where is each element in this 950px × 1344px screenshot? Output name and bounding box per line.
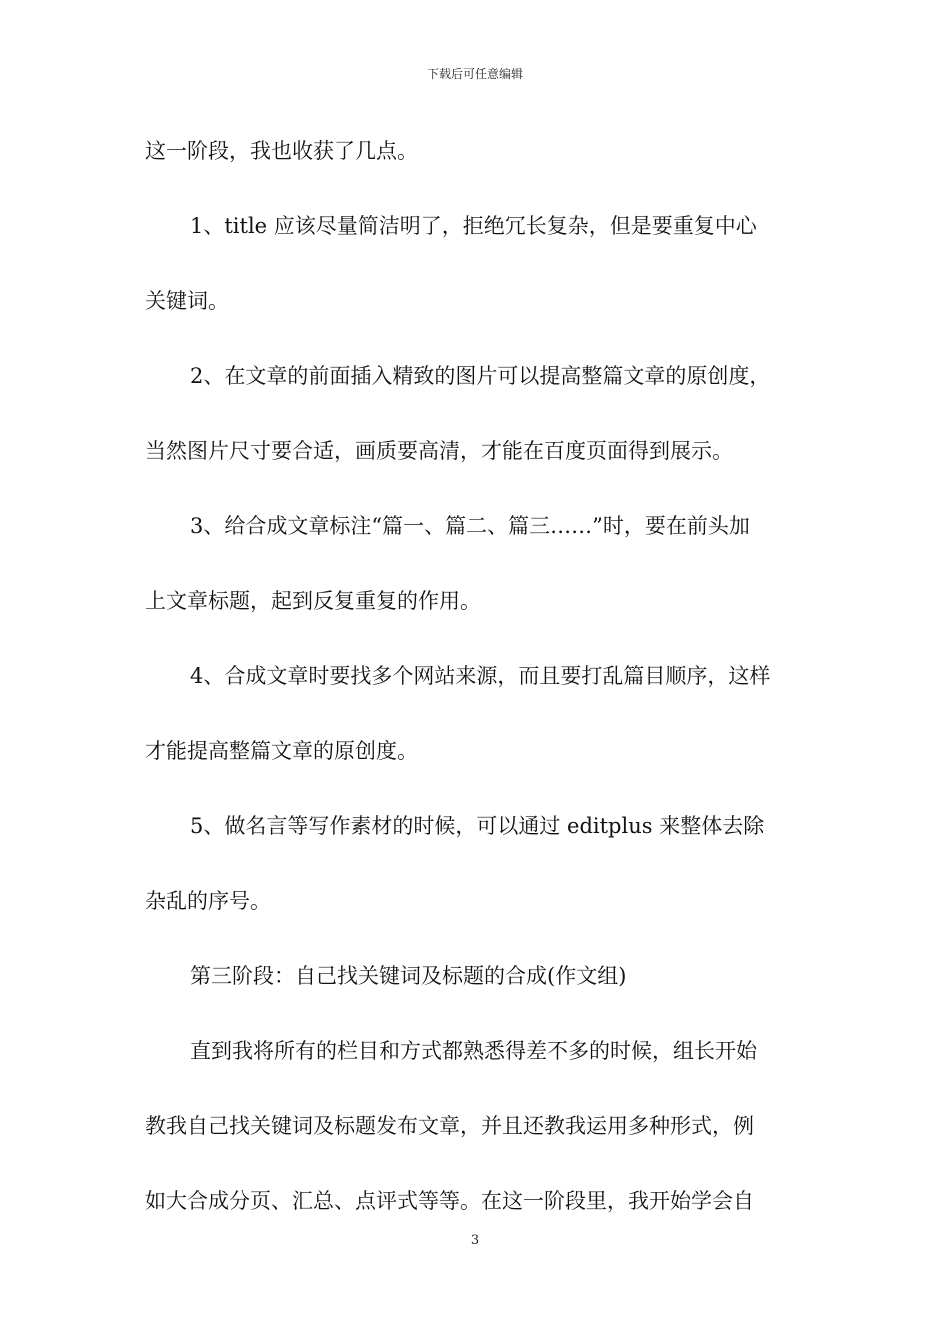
list-item-1-line-1: 1、title 应该尽量简洁明了，拒绝冗长复杂，但是要重复中心	[190, 214, 757, 238]
page-header: 下载后可任意编辑	[426, 67, 523, 81]
paragraph-line: 教我自己找关键词及标题发布文章，并且还教我运用多种形式，例	[145, 1114, 754, 1138]
paragraph-line: 如大合成分页、汇总、点评式等等。在这一阶段里，我开始学会自	[145, 1189, 754, 1213]
list-item-2-line-2: 当然图片尺寸要合适，画质要高清，才能在百度页面得到展示。	[145, 439, 733, 463]
paragraph-line: 直到我将所有的栏目和方式都熟悉得差不多的时候，组长开始	[190, 1039, 757, 1063]
list-item-4-line-2: 才能提高整篇文章的原创度。	[145, 739, 418, 763]
list-item-3-line-2: 上文章标题，起到反复重复的作用。	[145, 589, 481, 613]
list-item-5-line-2: 杂乱的序号。	[145, 889, 271, 913]
page-number: 3	[470, 1233, 480, 1248]
section-heading: 第三阶段：自己找关键词及标题的合成(作文组)	[190, 964, 627, 988]
list-item-3-line-1: 3、给合成文章标注“篇一、篇二、篇三……”时，要在前头加	[190, 514, 750, 538]
list-item-2-line-1: 2、在文章的前面插入精致的图片可以提高整篇文章的原创度，	[190, 364, 771, 388]
list-item-4-line-1: 4、合成文章时要找多个网站来源，而且要打乱篇目顺序，这样	[190, 664, 771, 688]
list-item-5-line-1: 5、做名言等写作素材的时候，可以通过 editplus 来整体去除	[190, 814, 765, 838]
list-item-1-line-2: 关键词。	[145, 289, 229, 313]
paragraph-line: 这一阶段，我也收获了几点。	[145, 139, 418, 163]
